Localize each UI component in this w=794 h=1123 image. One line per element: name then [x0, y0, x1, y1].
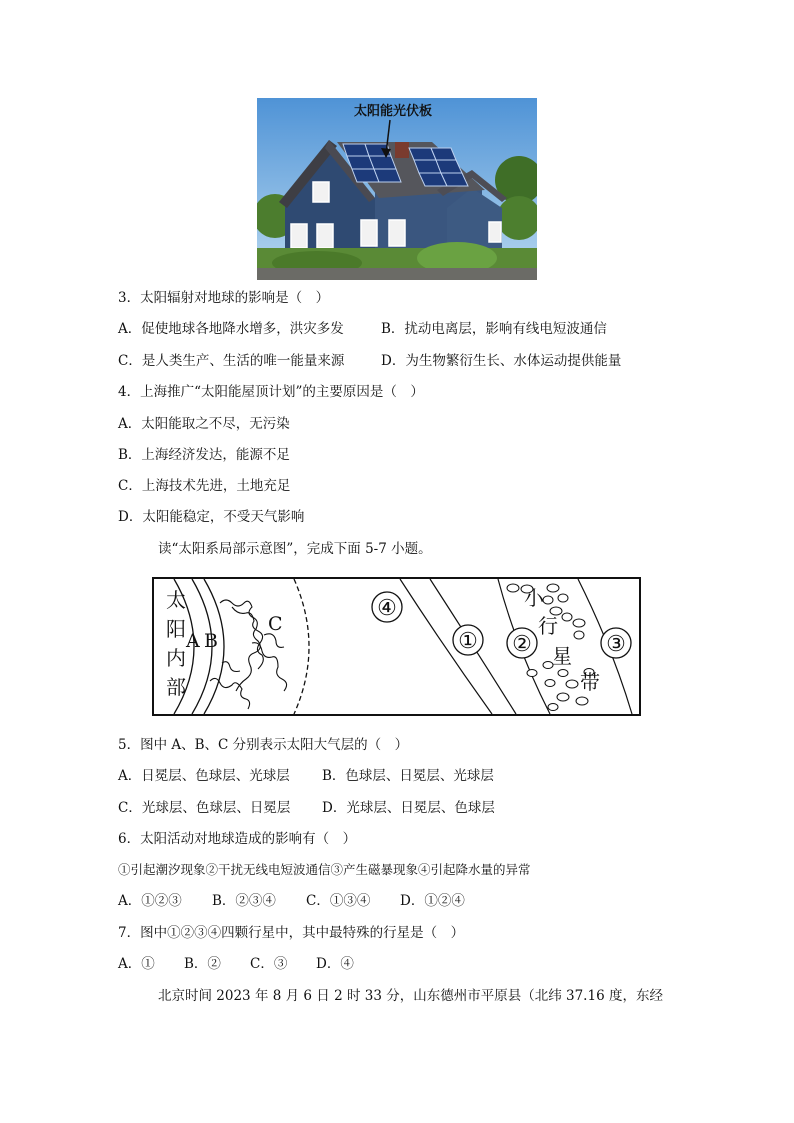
planet-4 [372, 592, 402, 622]
q7-options [118, 955, 354, 973]
q5-options-row2 [118, 799, 495, 817]
q3-option-a[interactable]: A．促使地球各地降水增多，洪灾多发 [118, 321, 344, 337]
q6-items: ①引起潮汐现象②干扰无线电短波通信③产生磁暴现象④引起降水量的异常 [118, 862, 531, 877]
q7-option-b[interactable]: B．② [184, 956, 221, 972]
q6-option-c[interactable]: C．①③④ [306, 893, 371, 909]
q6-option-b[interactable]: B．②③④ [212, 893, 276, 909]
q3-option-b[interactable]: B．扰动电离层，影响有线电短波通信 [381, 321, 607, 337]
q3-options-row1 [118, 320, 607, 338]
q6-option-d[interactable]: D．①②④ [400, 893, 465, 909]
q4-option-a[interactable]: A．太阳能取之不尽，无污染 [118, 416, 290, 432]
q3-option-c[interactable]: C．是人类生产、生活的唯一能量来源 [118, 353, 345, 369]
q5-option-a[interactable]: A．日冕层、色球层、光球层 [118, 768, 290, 784]
q7-stem: 7．图中①②③④四颗行星中，其中最特殊的行星是（ ） [118, 925, 465, 941]
q4-option-d[interactable]: D．太阳能稳定，不受天气影响 [118, 509, 305, 525]
q6-options [118, 892, 465, 910]
planet-1-label: ① [458, 629, 478, 654]
belt-label-1: 小 [524, 586, 544, 610]
belt-label-3: 星 [552, 644, 572, 668]
q3-option-d[interactable]: D．为生物繁衍生长、水体运动提供能量 [381, 353, 622, 369]
q5-options-row1 [118, 767, 494, 785]
q6-option-a[interactable]: A．①②③ [118, 893, 182, 909]
planet-4-label: ④ [377, 596, 397, 621]
layer-b-label: B [204, 630, 218, 652]
planet-3-label: ③ [606, 632, 626, 657]
q5-stem: 5．图中 A、B、C 分别表示太阳大气层的（ ） [118, 737, 409, 753]
sun-label-4: 部 [166, 675, 186, 699]
q5-option-d[interactable]: D．光球层、日冕层、色球层 [322, 800, 495, 816]
q7-option-c[interactable]: C．③ [250, 956, 288, 972]
sun-label-1: 太 [166, 588, 186, 612]
sun-label-3: 内 [166, 646, 186, 670]
solar-house-photo [257, 98, 537, 280]
photo-label: 太阳能光伏板 [353, 104, 433, 119]
q4-option-b[interactable]: B．上海经济发达，能源不足 [118, 447, 290, 463]
q5-option-b[interactable]: B．色球层、日冕层、光球层 [322, 768, 494, 784]
planet-1 [453, 625, 483, 655]
belt-label-2: 行 [538, 614, 558, 638]
q3-stem: 3．太阳辐射对地球的影响是（ ） [118, 290, 330, 306]
intro-5-7: 读“太阳系局部示意图”，完成下面 5-7 小题。 [158, 541, 432, 557]
planet-2 [507, 628, 537, 658]
q3-options-row2 [118, 352, 621, 370]
q5-option-c[interactable]: C．光球层、色球层、日冕层 [118, 800, 291, 816]
q4-option-c[interactable]: C．上海技术先进，土地充足 [118, 478, 291, 494]
sun-label-2: 阳 [166, 617, 186, 641]
passage-tail: 北京时间 2023 年 8 月 6 日 2 时 33 分，山东德州市平原县（北纬 37.16 度，东经 [158, 988, 663, 1004]
belt-label-4: 带 [580, 670, 600, 694]
layer-c-label: C [268, 613, 283, 635]
planet-2-label: ② [512, 632, 532, 657]
layer-a-label: A [186, 630, 200, 652]
q6-stem: 6．太阳活动对地球造成的影响有（ ） [118, 831, 357, 847]
q7-option-a[interactable]: A．① [118, 956, 155, 972]
solar-system-diagram [152, 577, 642, 717]
q7-option-d[interactable]: D．④ [316, 956, 354, 972]
q4-stem: 4．上海推广“太阳能屋顶计划”的主要原因是（ ） [118, 384, 424, 400]
planet-3 [601, 628, 631, 658]
solar-house-illustration [257, 98, 537, 280]
